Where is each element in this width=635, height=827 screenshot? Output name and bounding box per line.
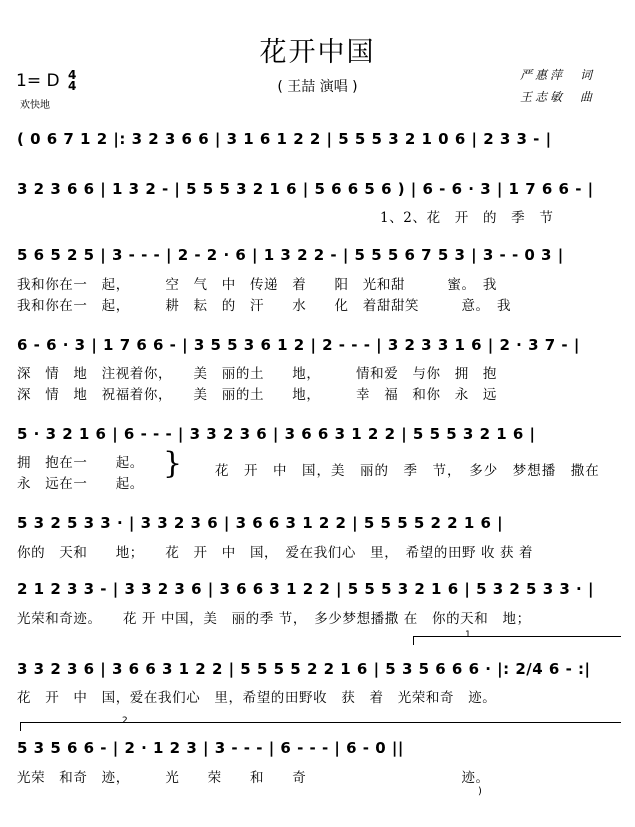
lyric-line-3-verse-2: 我和你在一 起， 耕 耘 的 汗 水 化 着甜甜笑 意。 我 xyxy=(17,298,512,314)
page-mark: ) xyxy=(478,786,482,797)
second-ending-bracket xyxy=(20,722,621,731)
lyricist-credit: 严惠萍 词 xyxy=(520,68,596,82)
lyric-line-4-verse-2: 深 情 地 祝福着你， 美 丽的土 地， 幸 福 和你 永 远 xyxy=(17,387,497,403)
lyric-line-4-verse-1: 深 情 地 注视着你， 美 丽的土 地， 情和爱 与你 拥 抱 xyxy=(17,366,497,382)
time-signature xyxy=(68,70,76,92)
time-signature-top: 4 xyxy=(67,68,77,82)
first-ending-number: 1 xyxy=(465,630,471,640)
notation-line-5: 5 · 3 2 1 6 | 6 - - - | 3 3 2 3 6 | 3 6 6 3 1 2 2 | 5 5 5 3 2 1 6 | xyxy=(17,425,536,443)
lyric-line-9: 光荣 和奇 迹， 光 荣 和 奇 迹。 xyxy=(17,770,490,786)
notation-line-9: 5 3 5 6 6 - | 2 · 1 2 3 | 3 - - - | 6 - - - | 6 - 0 || xyxy=(17,739,404,757)
notation-line-8: 3 3 2 3 6 | 3 6 6 3 1 2 2 | 5 5 5 5 2 2 1 6 | 5 3 5 6 6 6 · |: 2/4 6 - :| xyxy=(17,660,591,678)
notation-line-2: 3 2 3 6 6 | 1 3 2 - | 5 5 5 3 2 1 6 | 5 6 6 5 6 ) | 6 - 6 · 3 | 1 7 6 6 - | xyxy=(17,180,594,198)
second-ending-number: 2 xyxy=(122,716,128,726)
lyric-line-8: 花 开 中 国，爱在我们心 里，希望的田野收 获 着 光荣和奇 迹。 xyxy=(17,690,497,706)
lyric-line-5-verse-2: 永 远在一 起。 xyxy=(17,476,144,492)
verse-brace: } xyxy=(163,446,183,481)
lyric-line-7: 光荣和奇迹。 花 开 中国，美 丽的季 节， 多少梦想播撒 在 你的天和 地； xyxy=(17,611,531,627)
composer-credit: 王志敏 曲 xyxy=(520,90,596,104)
time-signature-bottom: 4 xyxy=(67,79,77,93)
song-title: 花开中国 xyxy=(259,37,376,68)
lyric-line-3-verse-1: 我和你在一 起， 空 气 中 传递 着 阳 光和甜 蜜。 我 xyxy=(17,277,497,293)
notation-line-3: 5 6 5 2 5 | 3 - - - | 2 - 2 · 6 | 1 3 2 2 - | 5 5 5 6 7 5 3 | 3 - - 0 3 | xyxy=(17,246,564,264)
lyric-line-5-refrain: 花 开 中 国，美 丽的 季 节， 多少 梦想播 撒在 xyxy=(215,463,600,479)
first-ending-bracket xyxy=(413,636,621,645)
notation-line-1: ( 0 6 7 1 2 |: 3 2 3 6 6 | 3 1 6 1 2 2 | 5 5 5 3 2 1 0 6 | 2 3 3 - | xyxy=(17,130,552,148)
key-label: 1= D xyxy=(16,71,60,91)
tempo-marking: 欢快地 xyxy=(20,100,50,111)
lyric-line-2: 1、2、花 开 的 季 节 xyxy=(380,210,554,226)
notation-line-7: 2 1 2 3 3 - | 3 3 2 3 6 | 3 6 6 3 1 2 2 | 5 5 5 3 2 1 6 | 5 3 2 5 3 3 · | xyxy=(17,580,594,598)
singer-credit: ( 王喆 演唱 ) xyxy=(277,79,358,95)
key-signature xyxy=(16,70,76,92)
notation-line-6: 5 3 2 5 3 3 · | 3 3 2 3 6 | 3 6 6 3 1 2 2 | 5 5 5 5 2 2 1 6 | xyxy=(17,514,504,532)
lyric-line-6: 你的 天和 地； 花 开 中 国， 爱在我们心 里， 希望的田野 收 获 着 xyxy=(17,545,534,561)
notation-line-4: 6 - 6 · 3 | 1 7 6 6 - | 3 5 5 3 6 1 2 | 2 - - - | 3 2 3 3 1 6 | 2 · 3 7 - | xyxy=(17,336,580,354)
lyric-line-5-verse-1: 拥 抱在一 起。 xyxy=(17,455,144,471)
